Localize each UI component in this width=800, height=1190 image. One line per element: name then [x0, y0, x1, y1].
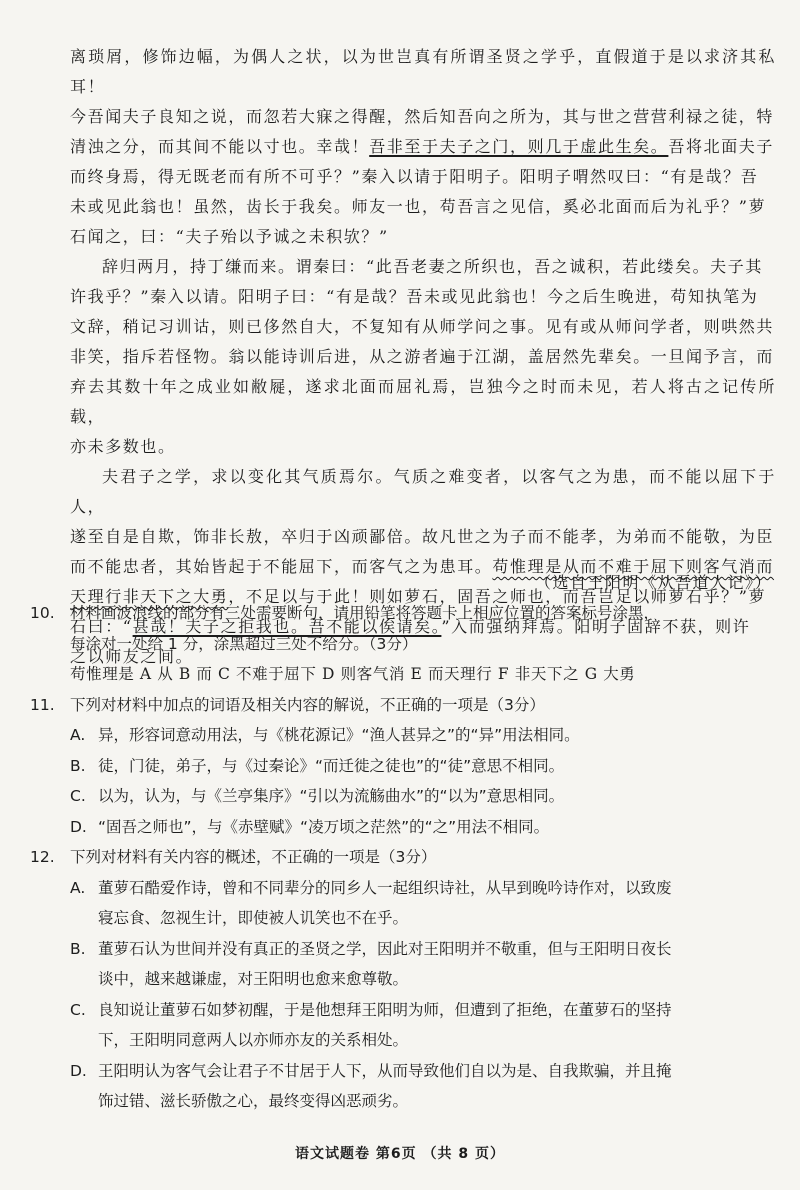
page-footer: 语文试题卷 第6页 （共 8 页）: [295, 1146, 505, 1162]
option-text: 良知说让董萝石如梦初醒，于是他想拜王阳明为师，但遭到了拒绝，在董萝石的坚持: [98, 1000, 672, 1019]
question-stem: 下列对材料中加点的词语及相关内容的解说，不正确的一项是（3分）: [70, 695, 545, 714]
option-b: [30, 934, 782, 965]
option-key: A.: [70, 878, 86, 897]
passage-line: 文辞，稍记习训诂，则已侈然自大，不复知有从师学问之事。见有或从师问学者，则哄然共: [70, 317, 775, 336]
option-key: B.: [70, 756, 86, 775]
passage-source: （选自王阳明《从吾道人记》）: [534, 573, 772, 592]
option-a: [30, 720, 782, 751]
underlined-sentence: 甚哉！夫子之拒我也。吾不能以俟请矣。: [132, 617, 442, 636]
option-text: 王阳明认为客气会让君子不甘居于人下，从而导致他们自以为是、自我欺骗，并且掩: [98, 1061, 672, 1080]
option-text: 徒，门徒，弟子，与《过秦论》“而迁徙之徒也”的“徒”意思不相同。: [98, 756, 565, 775]
option-key: C.: [70, 787, 86, 805]
option-a: [30, 873, 782, 904]
passage-line: 而终身焉，得无既老而有所不可乎？”秦入以请于阳明子。阳明子喟然叹曰：“有是哉？吾: [70, 167, 759, 186]
option-text: 董萝石酷爱作诗，曾和不同辈分的同乡人一起组织诗社，从早到晚吟诗作对，以致废: [98, 878, 672, 897]
option-key: D.: [70, 1061, 87, 1080]
option-key: B.: [70, 939, 86, 958]
segmentation-line: 苟惟理是 A 从 B 而 C 不难于屈下 D 则客气消 E 而天理行 F 非天下之 G 大勇: [70, 665, 636, 683]
passage-line: 弃去其数十年之成业如敝屣，遂求北面而屈礼焉，岂独今之时而未见，若人将古之记传所载，: [70, 377, 776, 426]
option-b: [30, 751, 782, 782]
question-number: 12.: [30, 848, 55, 866]
option-d: [30, 1056, 782, 1087]
option-c: [30, 781, 782, 812]
passage-text: 吾将北面夫子: [668, 137, 775, 156]
passage-text: 石曰：“: [70, 617, 133, 636]
question-11: [30, 690, 782, 843]
option-key: C.: [70, 1000, 86, 1019]
option-text: 以为，认为，与《兰亭集序》“引以为流觞曲水”的“以为”意思相同。: [98, 787, 565, 805]
option-c: [30, 995, 782, 1026]
passage-line: 辞归两月，持丁缣而来。谓秦曰：“此吾老妻之所织也，吾之诚积，若此缕矣。夫子其: [102, 257, 763, 276]
question-number: 11.: [30, 695, 55, 714]
passage-line: 之以师友之间。: [70, 647, 194, 666]
option-text: 董萝石认为世间并没有真正的圣贤之学，因此对王阳明并不敬重，但与王阳明日夜长: [98, 939, 672, 958]
question-number: 10.: [30, 604, 55, 622]
passage-line: 夫君子之学，求以变化其气质焉尔。气质之难变者，以客气之为患，而不能以屈下于人，: [70, 467, 776, 516]
passage-line: 遂至自是自欺，饰非长敖，卒归于凶顽鄙倍。故凡世之为子而不能孝，为弟而不能敬，为臣: [70, 527, 775, 546]
passage-line: [70, 132, 776, 162]
option-key: D.: [70, 817, 87, 836]
question-12: [30, 842, 782, 1117]
wavy-underlined-sentence: 天理行非天下之大勇: [70, 587, 229, 606]
passage-text: ，不足以与于此！则如萝石，固吾之师也，而吾岂足以师萝石乎？”萝: [228, 587, 767, 606]
passage-text: ”入而强纳拜焉。阳明子固辞不获，则许: [441, 617, 751, 636]
passage-line: 非笑，指斥若怪物。翁以能诗训后进，从之游者遍于江湖，盖居然先辈矣。一旦闻予言，而: [70, 347, 775, 366]
passage-line: 许我乎？”秦入以请。阳明子曰：“有是哉？吾未或见此翁也！今之后生晚进，苟知执笔为: [70, 287, 759, 306]
question-stem: 材料画波浪线的部分有三处需要断句，请用铅笔将答题卡上相应位置的答案标号涂黑，: [70, 604, 660, 622]
passage-line: 亦未多数也。: [70, 437, 176, 456]
passage-line: 石闻之，曰：“夫子殆以予诚之未积欤？”: [70, 227, 389, 246]
questions-section: [30, 598, 782, 1117]
option-key: A.: [70, 726, 86, 744]
passage-line: 今吾闻夫子良知之说，而忽若大寐之得醒，然后知吾向之所为，其与世之营营利禄之徒，特: [70, 107, 775, 126]
option-text-cont: 谈中，越来越谦虚，对王阳明也愈来愈尊敬。: [98, 970, 409, 988]
passage-line: 离琐屑，修饰边幅，为偶人之状，以为世岂真有所谓圣贤之学乎，直假道于是以求济其私耳！: [70, 47, 776, 96]
wavy-underlined-sentence: 苟惟理是从而不难于屈下则客气消而: [492, 557, 775, 576]
passage-line: 未或见此翁也！虽然，齿长于我矣。师友一也，苟吾言之见信，奚必北面而后为礼乎？”萝: [70, 197, 767, 216]
option-text-cont: 饰过错、滋长骄傲之心，最终变得凶恶顽劣。: [98, 1092, 409, 1110]
passage-text: 清浊之分，而其间不能以寸也。幸哉！: [70, 137, 370, 156]
question-10: [30, 598, 782, 690]
option-d: [30, 812, 782, 843]
option-text: 异，形容词意动用法，与《桃花源记》“渔人甚异之”的“异”用法相同。: [98, 726, 580, 744]
option-text-cont: 下，王阳明同意两人以亦师亦友的关系相处。: [98, 1031, 409, 1049]
question-stem: 下列对材料有关内容的概述，不正确的一项是（3分）: [70, 848, 437, 866]
option-text: “固吾之师也”，与《赤壁赋》“凌万顷之茫然”的“之”用法不相同。: [98, 817, 550, 836]
option-text-cont: 寝忘食、忽视生计，即使被人讥笑也不在乎。: [98, 909, 409, 927]
question-stem-cont: 每涂对一处给 1 分，涂黑超过三处不给分。（3分）: [70, 634, 418, 653]
passage-text: 而不能忠者，其始皆起于不能屈下，而客气之为患耳。: [70, 557, 493, 576]
underlined-sentence: 吾非至于夫子之门，则几于虚此生矣。: [369, 137, 669, 156]
